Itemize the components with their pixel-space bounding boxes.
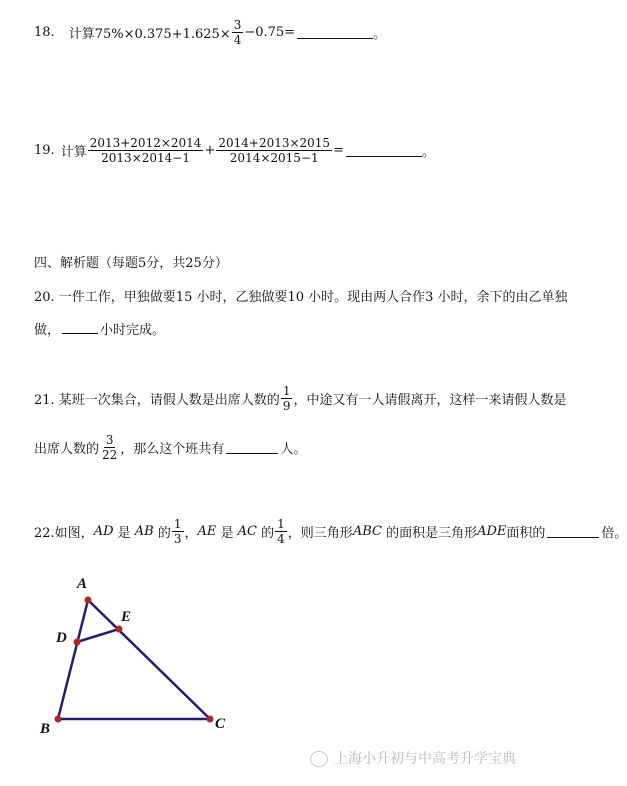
question-text: 的 <box>257 526 275 541</box>
fraction-numerator: 1 <box>282 384 291 398</box>
fraction-numerator: 2014+2013×2015 <box>218 136 331 150</box>
question-text: 面积的 <box>506 526 546 541</box>
fraction-numerator: 2013+2012×2014 <box>89 136 202 150</box>
fraction-denominator: 2013×2014−1 <box>101 151 190 165</box>
question-text: 做， <box>34 323 61 338</box>
fraction-denominator: 4 <box>233 33 242 47</box>
question-end: 。 <box>373 27 387 42</box>
side-ab <box>58 600 88 719</box>
question-text: 计算 <box>60 145 87 160</box>
question-text: 22.如图， <box>34 526 94 541</box>
triangle-label: ADE <box>477 524 507 539</box>
fraction-denominator: 3 <box>173 532 182 546</box>
segment-de <box>77 629 119 642</box>
triangle-lines <box>58 600 210 719</box>
fraction-numerator: 1 <box>277 517 285 531</box>
point-e <box>116 626 123 633</box>
question-text: 小时完成。 <box>100 323 166 338</box>
vertex-label-b: B <box>40 721 51 737</box>
fraction-numerator: 3 <box>233 18 242 32</box>
vertex-label-e: E <box>121 609 132 625</box>
vertex-label-d: D <box>56 630 67 646</box>
fraction-denominator: 22 <box>102 448 118 462</box>
side-ac <box>88 600 210 719</box>
watermark-text: 上海小升初与中高考升学宝典 <box>334 751 516 767</box>
question-text: 是 <box>216 526 238 541</box>
question-text: 人。 <box>280 442 307 457</box>
question-text: 的面积是三角形 <box>381 526 478 541</box>
segment-label: AE <box>197 524 217 539</box>
point-d <box>74 639 81 646</box>
question-20-line1: 20. 一件工作，甲独做要15 小时，乙独做要10 小时。现由两人合作3 小时，余下的由乙单独 <box>34 290 568 305</box>
segment-label: AB <box>134 524 154 539</box>
question-text: ，则三角形 <box>287 526 353 541</box>
question-text: 出席人数的 <box>34 442 100 457</box>
watermark <box>310 748 516 768</box>
triangle-points <box>55 597 214 723</box>
section-title: 四、解析题（每题5分，共25分） <box>34 256 228 271</box>
question-number: 18. <box>34 25 55 40</box>
fraction-numerator: 3 <box>105 433 114 447</box>
vertex-label-c: C <box>215 716 226 732</box>
triangle-label: ABC <box>352 524 382 539</box>
point-b <box>55 716 62 723</box>
segment-label: AC <box>237 524 258 539</box>
question-text: 是 <box>113 526 135 541</box>
question-number: 19. <box>34 143 55 158</box>
question-text: 的 <box>153 526 171 541</box>
question-text: ，那么这个班共有 <box>120 442 225 457</box>
fraction-numerator: 1 <box>173 517 182 531</box>
wechat-icon <box>310 751 328 767</box>
plus-sign: + <box>204 143 216 158</box>
fraction-denominator: 9 <box>282 399 291 413</box>
question-text: ，中途又有一人请假离开，这样一来请假人数是 <box>293 393 567 408</box>
point-c <box>207 716 214 723</box>
fraction-denominator: 4 <box>277 532 285 546</box>
vertex-label-a: A <box>77 576 88 592</box>
question-end: 。 <box>421 145 435 160</box>
fraction-denominator: 2014×2015−1 <box>229 151 319 165</box>
question-text: −0.75= <box>244 25 296 40</box>
question-text: ， <box>184 526 198 541</box>
question-text: 计算75%×0.375+1.625× <box>68 27 231 42</box>
point-a <box>85 597 92 604</box>
question-text: 倍。 <box>601 526 627 541</box>
equals-sign: = <box>333 143 344 158</box>
segment-label: AD <box>93 524 114 539</box>
question-text: 21. 某班一次集合，请假人数是出席人数的 <box>34 393 280 408</box>
